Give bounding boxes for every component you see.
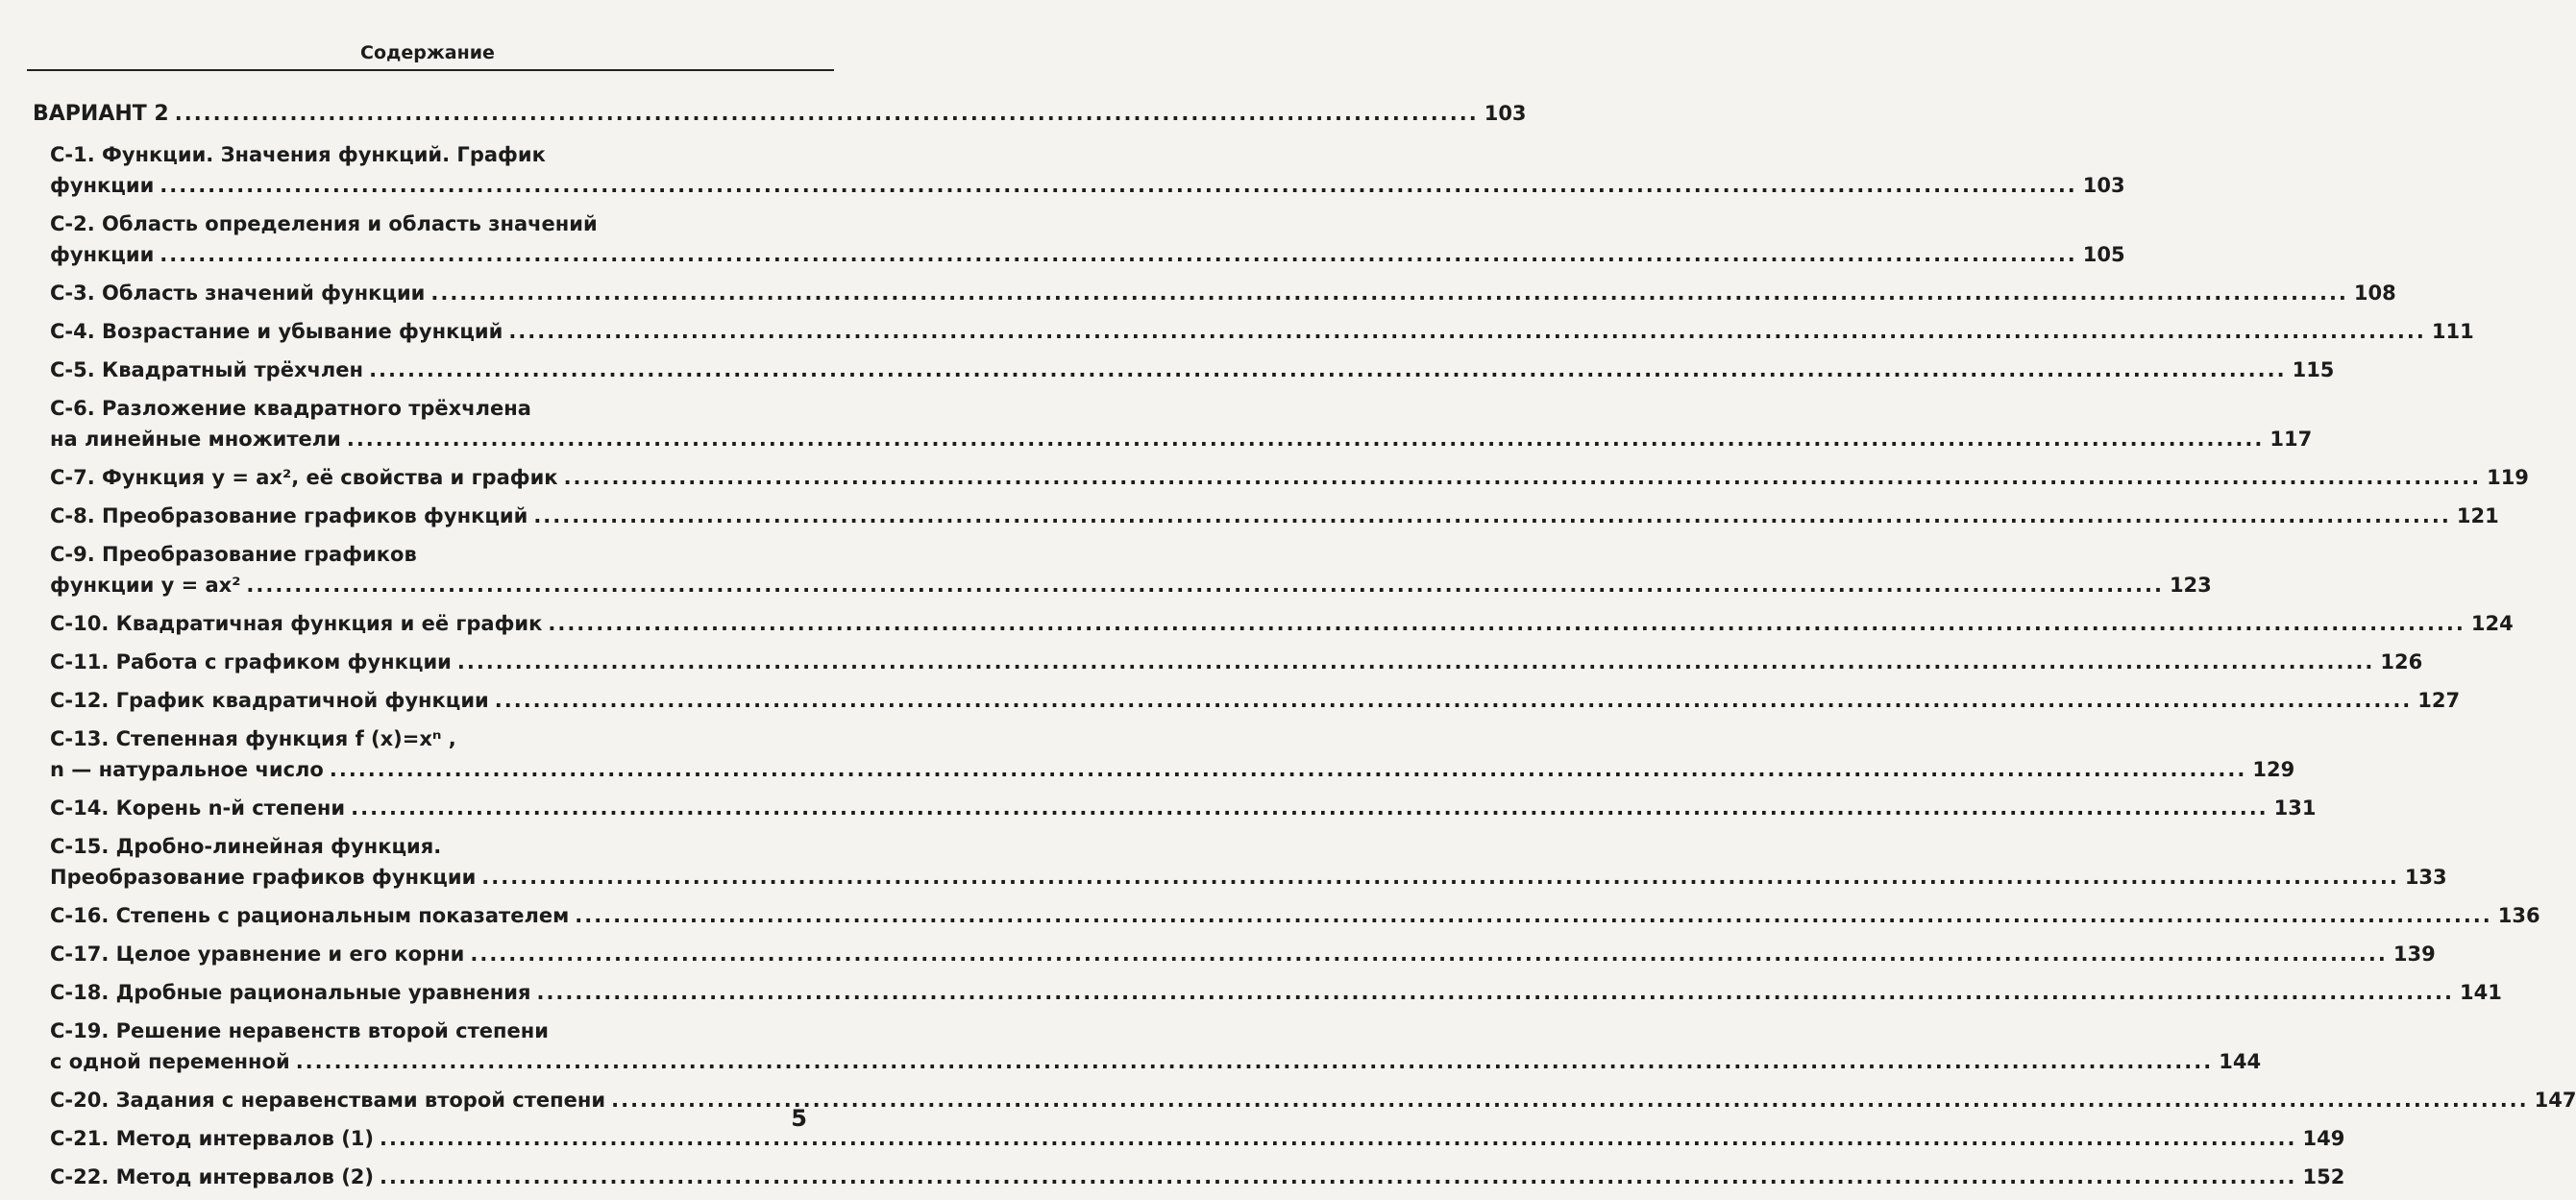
- toc-entry-title: С-18. Дробные рациональные уравнения: [50, 981, 531, 1004]
- toc-entry[interactable]: [29, 1085, 2576, 1115]
- toc-entry-page: 144: [2219, 1050, 2262, 1073]
- toc-entry-title: С-14. Корень n-й степени: [50, 796, 346, 820]
- toc-entry[interactable]: [29, 1123, 2345, 1154]
- toc-entry-title: С-20. Задания с неравенствами второй степени: [50, 1089, 606, 1112]
- toc-entry-title-line1: С-19. Решение неравенств второй степени: [50, 1019, 550, 1042]
- toc-entry-page: 129: [2252, 758, 2295, 781]
- toc-entry[interactable]: [29, 462, 2529, 493]
- toc-entry-title-line1: С-1. Функции. Значения функций. График: [50, 143, 546, 166]
- toc-entry-page: 133: [2404, 866, 2447, 889]
- toc-entry-title: функции: [50, 174, 155, 197]
- toc-leader-dots: ........................................................................................................................................................................................................: [369, 358, 2287, 381]
- toc-entry-page: 131: [2273, 796, 2317, 820]
- page-number: 5: [791, 1105, 807, 1132]
- toc-entry[interactable]: [29, 278, 2396, 308]
- toc-leader-dots: ........................................................................................................................................................................................................: [380, 1127, 2297, 1150]
- running-header: Содержание: [360, 42, 495, 63]
- toc-entry-title: С-12. График квадратичной функции: [50, 689, 489, 712]
- toc-variant-page: 103: [1484, 102, 1527, 125]
- toc-leader-dots: ........................................................................................................................................................................................................: [481, 866, 2399, 889]
- toc-leader-dots: ........................................................................................................................................................................................................: [329, 758, 2247, 781]
- toc-entry[interactable]: [29, 793, 2317, 823]
- toc-entry-page: 111: [2431, 320, 2474, 343]
- toc-variant-title: ВАРИАНТ 2: [33, 102, 169, 126]
- toc-entry[interactable]: [29, 723, 2295, 785]
- toc-leader-dots: ........................................................................................................................................................................................................: [494, 689, 2413, 712]
- toc-entry-title: С-7. Функция y = ax², её свойства и график: [50, 466, 558, 489]
- toc-entry-title-line1: С-13. Степенная функция f (x)=xⁿ ,: [50, 727, 456, 750]
- toc-leader-dots: ........................................................................................................................................................................................................: [159, 174, 2077, 197]
- toc-entry-title-line1: С-15. Дробно-линейная функция.: [50, 835, 442, 858]
- toc-leader-dots: ........................................................................................................................................................................................................: [351, 796, 2269, 820]
- toc-entry-title: С-8. Преобразование графиков функций: [50, 504, 528, 527]
- toc-entry-page: 124: [2470, 612, 2514, 635]
- toc-entry-page: 127: [2417, 689, 2461, 712]
- toc-entry-title: на линейные множители: [50, 428, 341, 451]
- toc-entry-page: 126: [2380, 650, 2423, 673]
- toc-entry-page: 136: [2497, 904, 2540, 927]
- toc-leader-dots: ........................................................................................................................................................................................................: [536, 981, 2454, 1004]
- toc-entry-page: 105: [2082, 243, 2125, 266]
- toc-entry-page: 152: [2302, 1165, 2345, 1188]
- toc-leader-dots: ........................................................................................................................................................................................................: [159, 243, 2077, 266]
- toc-leader-dots: ........................................................................................................................................................................................................: [548, 612, 2466, 635]
- toc-entry[interactable]: [29, 831, 2447, 893]
- toc-entry-title: n — натуральное число: [50, 758, 324, 781]
- toc-entries: [29, 139, 2576, 1192]
- toc-entry-page: 117: [2269, 428, 2313, 451]
- toc-leader-dots: ........................................................................................................................................................................................................: [246, 574, 2164, 597]
- toc-entry-title: Преобразование графиков функции: [50, 866, 477, 889]
- toc-leader-dots: ........................................................................................................................................................................................................: [346, 428, 2265, 451]
- toc-leader-dots: ........................................................................................................................................................................................................: [470, 943, 2388, 966]
- toc-entry-page: 119: [2487, 466, 2529, 489]
- toc-entry-title: С-16. Степень с рациональным показателем: [50, 904, 570, 927]
- toc-entry[interactable]: [29, 316, 2474, 347]
- table-of-contents: [29, 98, 2576, 1200]
- toc-entry[interactable]: [29, 539, 2212, 600]
- toc-entry-title: С-3. Область значений функции: [50, 282, 426, 305]
- toc-entry-page: 108: [2353, 282, 2396, 305]
- toc-entry-title: с одной переменной: [50, 1050, 290, 1073]
- toc-entry-title: С-17. Целое уравнение и его корни: [50, 943, 465, 966]
- toc-entry-title: С-21. Метод интервалов (1): [50, 1127, 374, 1150]
- toc-entry[interactable]: [29, 1162, 2345, 1192]
- toc-entry-title: С-10. Квадратичная функция и её график: [50, 612, 543, 635]
- toc-leader-dots: ........................................................................................................................................................................................................: [533, 504, 2451, 527]
- toc-leader-dots: ........................................................................................................................................................................................................: [575, 904, 2492, 927]
- toc-leader-dots: ........................................................................................................................................................................................................: [611, 1089, 2529, 1112]
- toc-entry[interactable]: [29, 977, 2502, 1008]
- toc-entry-page: 149: [2302, 1127, 2345, 1150]
- toc-leader-dots: ........................................................................................................................................: [174, 102, 1479, 125]
- toc-entry[interactable]: [29, 208, 2125, 270]
- toc-entry-page: 141: [2459, 981, 2502, 1004]
- toc-entry-title: С-11. Работа с графиком функции: [50, 650, 452, 673]
- toc-entry-title: функции y = ax²: [50, 574, 241, 597]
- toc-entry-title: С-5. Квадратный трёхчлен: [50, 358, 364, 381]
- toc-entry[interactable]: [29, 939, 2436, 969]
- toc-entry[interactable]: [29, 647, 2423, 677]
- toc-entry-title-line1: С-6. Разложение квадратного трёхчлена: [50, 397, 531, 420]
- toc-entry[interactable]: [29, 900, 2540, 931]
- toc-variant-entry[interactable]: [29, 98, 1527, 130]
- toc-leader-dots: ........................................................................................................................................................................................................: [563, 466, 2482, 489]
- toc-leader-dots: ........................................................................................................................................................................................................: [430, 282, 2348, 305]
- toc-entry-page: 147: [2534, 1089, 2576, 1112]
- toc-entry[interactable]: [29, 139, 2125, 201]
- toc-entry[interactable]: [29, 393, 2313, 454]
- toc-entry-title: С-22. Метод интервалов (2): [50, 1165, 374, 1188]
- toc-entry[interactable]: [29, 1016, 2262, 1077]
- toc-leader-dots: ........................................................................................................................................................................................................: [295, 1050, 2214, 1073]
- toc-entry-title-line1: С-2. Область определения и область значений: [50, 212, 598, 235]
- toc-leader-dots: ........................................................................................................................................................................................................: [380, 1165, 2297, 1188]
- toc-entry-title: функции: [50, 243, 155, 266]
- toc-leader-dots: ........................................................................................................................................................................................................: [508, 320, 2426, 343]
- header-rule: [27, 69, 834, 71]
- toc-entry-title-line1: С-9. Преобразование графиков: [50, 543, 417, 566]
- toc-leader-dots: ........................................................................................................................................................................................................: [456, 650, 2375, 673]
- toc-entry[interactable]: [29, 608, 2514, 639]
- toc-entry[interactable]: [29, 355, 2335, 385]
- toc-entry-page: 115: [2292, 358, 2335, 381]
- toc-entry[interactable]: [29, 501, 2499, 531]
- toc-entry-page: 103: [2082, 174, 2125, 197]
- toc-entry-page: 121: [2456, 504, 2499, 527]
- toc-entry-page: 139: [2392, 943, 2436, 966]
- toc-entry-page: 123: [2169, 574, 2212, 597]
- toc-entry-title: С-4. Возрастание и убывание функций: [50, 320, 503, 343]
- toc-entry[interactable]: [29, 685, 2461, 716]
